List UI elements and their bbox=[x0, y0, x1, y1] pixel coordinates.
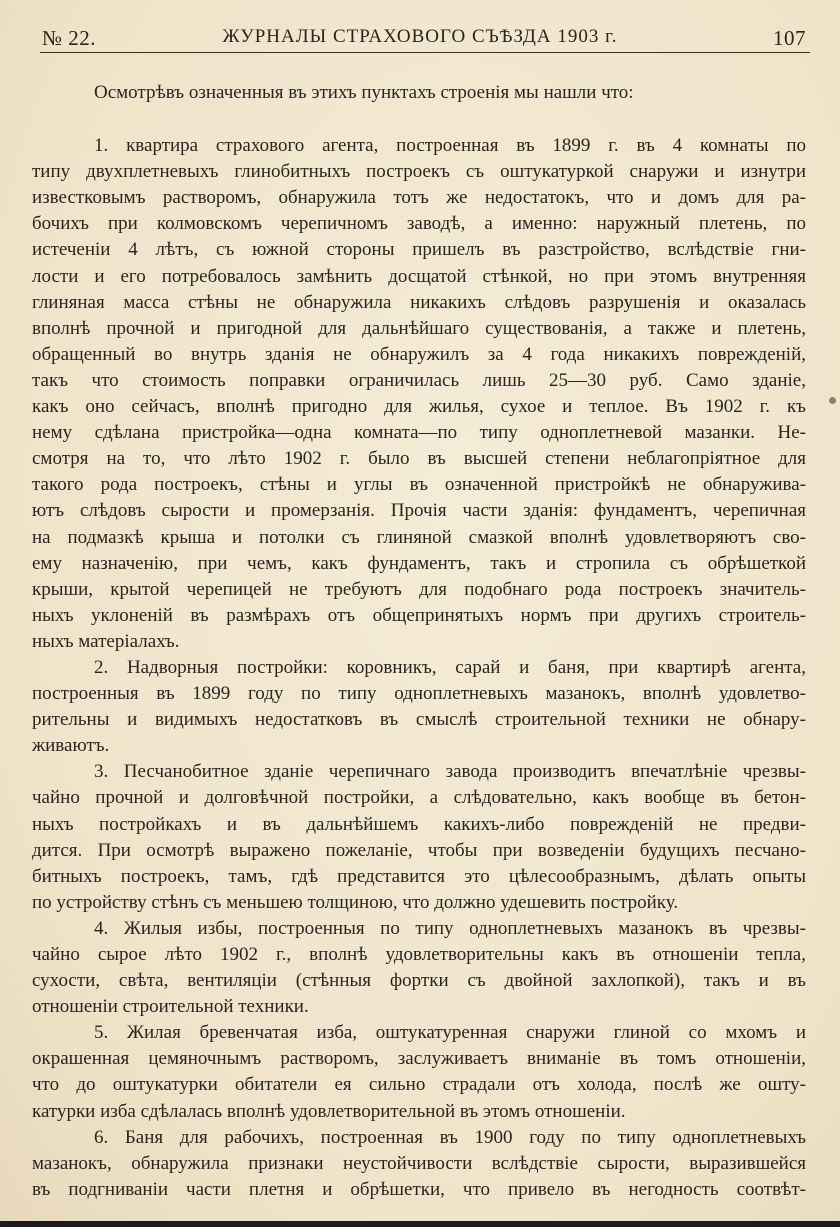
text-line: 4. Жилыя избы, построенныя по типу одноплетневыхъ мазанокъ въ чрезвы- bbox=[94, 917, 806, 939]
text-line: 5. Жилая бревенчатая изба, оштукатуренная снаружи глиной со мхомъ и bbox=[94, 1022, 806, 1044]
scan-edge bbox=[0, 1221, 840, 1227]
text-line: что до оштукатурки обитатели ея сильно страдали отъ холода, послѣ же ошту- bbox=[32, 1074, 806, 1096]
text-line: сухости, свѣта, вентиляціи (стѣнныя фортки съ двойной захлопкой), такъ и въ bbox=[32, 970, 806, 992]
text-line: такого рода построекъ, стѣны и углы въ означенной пристройкѣ не обнаружива- bbox=[32, 474, 806, 496]
text-line: въ подгниваніи части плетня и обрѣшетки, что привело въ негодность соотвѣт- bbox=[32, 1178, 806, 1200]
text-line: вполнѣ прочной и пригодной для дальнѣйшаго существованія, а также и плетень, bbox=[32, 317, 806, 339]
text-line: такъ что стоимость поправки ограничилась лишь 25—30 руб. Само зданіе, bbox=[32, 369, 806, 391]
text-line: 1. квартира страхового агента, построенная въ 1899 г. въ 4 комнаты по bbox=[94, 135, 806, 157]
text-line: битныхъ построекъ, тамъ, гдѣ представится это цѣлесообразнымъ, дѣлать опыты bbox=[32, 865, 806, 887]
text-line: истеченіи 4 лѣтъ, съ южной стороны пришелъ въ разстройство, вслѣдствіе гни- bbox=[32, 239, 806, 261]
text-line: крыши, крытой черепицей не требуютъ для подобнаго рода построекъ значитель- bbox=[32, 578, 806, 600]
text-line: живаютъ. bbox=[32, 735, 110, 757]
text-line: типу двухплетневыхъ глинобитныхъ построекъ съ оштукатуркой снаружи и изнутри bbox=[32, 161, 806, 183]
running-header bbox=[32, 22, 808, 54]
text-line: чайно прочной и долговѣчной постройки, а слѣдовательно, какъ вообще въ бетон- bbox=[32, 787, 806, 809]
text-line: ему назначенію, при чемъ, какъ фундаментъ, такъ и стропила съ обрѣшеткой bbox=[32, 552, 806, 574]
paper-stain bbox=[829, 397, 836, 404]
text-line: построенныя въ 1899 году по типу одноплетневыхъ мазанокъ, вполнѣ удовлетво- bbox=[32, 683, 806, 705]
text-line: дится. При осмотрѣ выражено пожеланіе, чтобы при возведеніи будущихъ песчано- bbox=[32, 839, 806, 861]
text-line: ныхъ постройкахъ и въ дальнѣйшемъ какихъ-либо поврежденій не предви- bbox=[32, 813, 806, 835]
text-line: известковымъ растворомъ, обнаружила тотъ же недостатокъ, что и домъ для ра- bbox=[32, 187, 806, 209]
body-text bbox=[32, 80, 806, 1203]
text-line: рительны и видимыхъ недостатковъ въ смыслѣ строительной техники не обнару- bbox=[32, 709, 806, 731]
text-line: на подмазкѣ крыша и потолки съ глиняной смазкой вполнѣ удовлетворяютъ сво- bbox=[32, 526, 806, 548]
journal-title: ЖУРНАЛЫ СТРАХОВОГО СЪѢЗДА 1903 г. bbox=[222, 26, 618, 47]
text-line: ютъ слѣдовъ сырости и промерзанія. Прочія части зданія: фундаментъ, черепичная bbox=[32, 500, 806, 522]
text-line: катурки изба сдѣлалась вполнѣ удовлетворительной въ этомъ отношеніи. bbox=[32, 1100, 626, 1122]
page-number: 107 bbox=[773, 26, 806, 50]
text-line: лости и его потребовалось замѣнить досщатой стѣнкой, но при этомъ внутренняя bbox=[32, 265, 806, 287]
text-line: нему сдѣлана пристройка—одна комната—по типу одноплетневой мазанки. Не- bbox=[32, 422, 806, 444]
text-line: мазанокъ, обнаружила признаки неустойчивости вслѣдствіе сырости, выразившейся bbox=[32, 1152, 806, 1174]
issue-number: № 22. bbox=[42, 26, 97, 50]
text-line: отношеніи строительной техники. bbox=[32, 996, 309, 1018]
header-rule bbox=[40, 52, 810, 53]
text-line: какъ оно сейчасъ, вполнѣ пригодно для жилья, сухое и теплое. Въ 1902 г. къ bbox=[32, 396, 806, 418]
text-line: бочихъ при колмовскомъ черепичномъ заводѣ, а именно: наружный плетень, по bbox=[32, 213, 806, 235]
text-line: 3. Песчанобитное зданіе черепичнаго завода производитъ впечатлѣніе чрезвы- bbox=[94, 761, 806, 783]
text-line: ныхъ матеріалахъ. bbox=[32, 630, 180, 652]
text-line: окрашенная цемяночнымъ растворомъ, заслуживаетъ вниманіе въ томъ отношеніи, bbox=[32, 1048, 806, 1070]
text-line: чайно сырое лѣто 1902 г., вполнѣ удовлетворительны какъ въ отношеніи тепла, bbox=[32, 944, 806, 965]
text-line: 2. Надворныя постройки: коровникъ, сарай и баня, при квартирѣ агента, bbox=[94, 656, 806, 678]
text-line: по устройству стѣнъ съ меньшею толщиною, что должно удешевить постройку. bbox=[32, 891, 679, 913]
intro-line: Осмотрѣвъ означенныя въ этихъ пунктахъ строенія мы нашли что: bbox=[94, 82, 634, 103]
text-line: глиняная масса стѣны не обнаружила никакихъ слѣдовъ разрушенія и оказалась bbox=[32, 291, 806, 313]
text-line: 6. Баня для рабочихъ, построенная въ 1900 году по типу одноплетневыхъ bbox=[94, 1126, 806, 1148]
text-line: ныхъ уклоненій въ размѣрахъ отъ общепринятыхъ нормъ при другихъ строитель- bbox=[32, 604, 806, 626]
text-line: смотря на то, что лѣто 1902 г. было въ высшей степени неблагопріятное для bbox=[32, 448, 806, 470]
text-line: обращенный во внутрь зданія не обнаружилъ за 4 года никакихъ поврежденій, bbox=[32, 343, 806, 365]
